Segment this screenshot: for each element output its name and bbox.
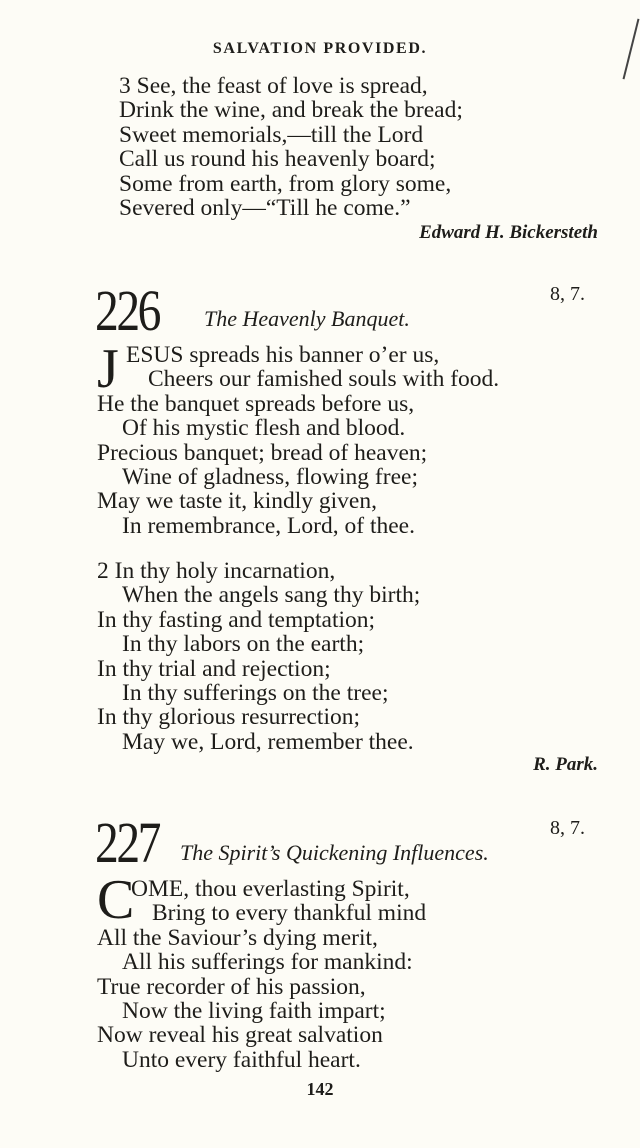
verse-line: Bring to every thankful mind [152, 900, 427, 927]
verse-line: 2 In thy holy incarnation, [97, 558, 336, 584]
first-line: OME, thou everlasting Spirit, [131, 876, 410, 902]
verse-line: Of his mystic flesh and blood. [122, 415, 406, 442]
hymn-author: R. Park. [533, 754, 598, 775]
hymn-meter: 8, 7. [550, 817, 585, 839]
verse-line: Precious banquet; bread of heaven; [97, 439, 428, 466]
first-line: ESUS spreads his banner o’er us, [126, 342, 440, 368]
verse-line: In thy labors on the earth; [122, 631, 365, 658]
hymn-title: The Heavenly Banquet. [204, 306, 410, 331]
page-number: 142 [306, 1079, 334, 1099]
hymn-number: 226 [95, 278, 159, 343]
continuation-stanza [119, 74, 639, 220]
verse-line: In thy trial and rejection; [97, 655, 331, 682]
verse-line: 3 See, the feast of love is spread, [119, 73, 428, 99]
verse-line: Call us round his heavenly board; [119, 146, 436, 173]
verse-line: Now reveal his great salvation [97, 1022, 383, 1049]
verse-line: Sweet memorials,—till the Lord [119, 121, 424, 148]
verse-line: Unto every faithful heart. [122, 1046, 361, 1073]
stanza-2 [97, 559, 617, 754]
verse-line: All the Saviour’s dying merit, [97, 924, 378, 951]
verse-line: Now the living faith impart; [122, 997, 386, 1024]
drop-cap: C [97, 869, 135, 931]
hymn-title: The Spirit’s Quickening Influences. [180, 840, 489, 865]
hymn-author: Edward H. Bickersteth [419, 222, 598, 243]
verse-line: In thy sufferings on the tree; [122, 679, 389, 706]
drop-cap: J [97, 338, 119, 400]
verse-line: In remembrance, Lord, of thee. [122, 512, 415, 539]
stanza-1 [97, 901, 617, 1072]
verse-line: When the angels sang thy birth; [122, 582, 421, 609]
verse-line: All his sufferings for mankind: [122, 949, 413, 976]
hymn-meter: 8, 7. [550, 283, 585, 305]
verse-line: Severed only—“Till he come.” [119, 194, 411, 221]
verse-line: Wine of gladness, flowing free; [122, 463, 418, 490]
verse-line: True recorder of his passion, [97, 973, 366, 1000]
stanza-1 [97, 367, 617, 538]
verse-line: He the banquet spreads before us, [97, 390, 415, 417]
verse-line: May we taste it, kindly given, [97, 488, 377, 515]
running-head: SALVATION PROVIDED. [212, 40, 428, 57]
hymn-number: 227 [95, 810, 159, 875]
verse-line: Drink the wine, and break the bread; [119, 97, 463, 124]
verse-line: In thy glorious resurrection; [97, 704, 361, 731]
verse-line: Cheers our famished souls with food. [148, 366, 500, 393]
verse-line: Some from earth, from glory some, [119, 170, 452, 197]
verse-line: In thy fasting and temptation; [97, 606, 376, 633]
verse-line: May we, Lord, remember thee. [122, 728, 414, 755]
